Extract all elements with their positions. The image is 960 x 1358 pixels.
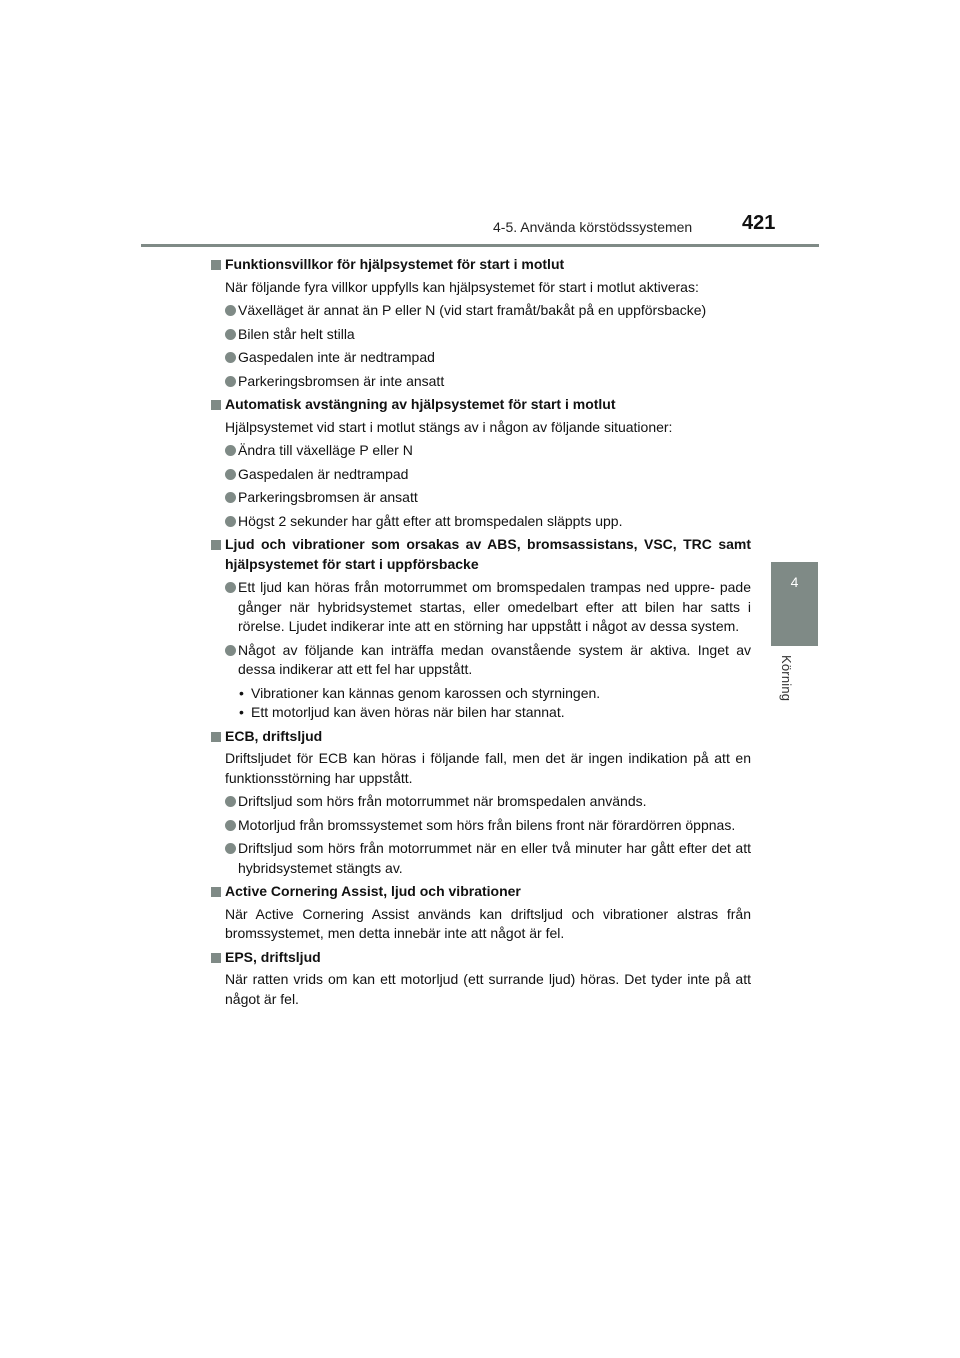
circle-bullet-icon bbox=[225, 445, 236, 456]
list-item: Gaspedalen är nedtrampad bbox=[210, 465, 751, 485]
circle-bullet-icon bbox=[225, 492, 236, 503]
square-bullet-icon bbox=[211, 953, 221, 963]
list-item: Parkeringsbromsen är ansatt bbox=[210, 488, 751, 508]
section-heading: Active Cornering Assist, ljud och vibrationer bbox=[210, 882, 751, 902]
square-bullet-icon bbox=[211, 732, 221, 742]
section-heading: Ljud och vibrationer som orsakas av ABS, bromsassistans, VSC, TRC samt hjälpsystemet för start i uppförsbacke bbox=[210, 535, 751, 574]
list-item: Ändra till växelläge P eller N bbox=[210, 441, 751, 461]
section-intro: När Active Cornering Assist används kan driftsljud och vibrationer alstras från bromssystemet, men detta innebär inte att något är fel. bbox=[225, 905, 751, 941]
circle-bullet-icon bbox=[225, 582, 236, 593]
circle-bullet-icon bbox=[225, 820, 236, 831]
section-heading: EPS, driftsljud bbox=[210, 948, 751, 968]
list-item: Ett ljud kan höras från motorrummet om bromspedalen trampas ned uppre- pade gånger när hybridsystemet startas, eller omedelbart efter att bilen har satts i rörelse. Ljudet indikerar inte att en störning har uppstått i något av dessa system. bbox=[210, 578, 751, 637]
list-item: Parkeringsbromsen är inte ansatt bbox=[210, 372, 751, 392]
list-item: Motorljud från bromssystemet som hörs från bilens front när förardörren öppnas. bbox=[210, 816, 751, 836]
list-item: Driftsljud som hörs från motorrummet när en eller två minuter har gått efter det att hybridsystemet stängts av. bbox=[210, 839, 751, 878]
circle-bullet-icon bbox=[225, 329, 236, 340]
square-bullet-icon bbox=[211, 260, 221, 270]
section-heading: Funktionsvillkor för hjälpsystemet för start i motlut bbox=[210, 255, 751, 275]
sub-list-item: • Ett motorljud kan även höras när bilen har stannat. bbox=[239, 704, 565, 720]
circle-bullet-icon bbox=[225, 796, 236, 807]
list-item: Något av följande kan inträffa medan ovanstående system är aktiva. Inget av dessa indikerar att ett fel har uppstått. bbox=[210, 641, 751, 680]
circle-bullet-icon bbox=[225, 469, 236, 480]
section-start-conditions bbox=[210, 255, 751, 391]
section-intro: Hjälpsystemet vid start i motlut stängs av i någon av följande situationer: bbox=[225, 418, 673, 435]
chapter-tab-number: 4 bbox=[790, 574, 799, 590]
page-content bbox=[210, 255, 751, 1009]
section-heading: Automatisk avstängning av hjälpsystemet för start i motlut bbox=[210, 395, 751, 415]
section-intro: När ratten vrids om kan ett motorljud (ett surrande ljud) höras. Det tyder inte på att något är fel. bbox=[225, 971, 751, 1007]
section-ecb-noise bbox=[210, 727, 751, 879]
circle-bullet-icon bbox=[225, 516, 236, 527]
section-auto-shutoff bbox=[210, 395, 751, 531]
running-header-section: 4-5. Använda körstödssystemen bbox=[493, 219, 693, 235]
list-item: Växelläget är annat än P eller N (vid start framåt/bakåt på en uppförsbacke) bbox=[210, 301, 751, 321]
section-eps-noise bbox=[210, 948, 751, 1010]
circle-bullet-icon bbox=[225, 352, 236, 363]
sub-list-item: • Vibrationer kan kännas genom karossen och styrningen. bbox=[239, 684, 601, 701]
list-item: Gaspedalen inte är nedtrampad bbox=[210, 348, 751, 368]
circle-bullet-icon bbox=[225, 645, 236, 656]
square-bullet-icon bbox=[211, 887, 221, 897]
section-active-cornering bbox=[210, 882, 751, 944]
list-item: Bilen står helt stilla bbox=[210, 325, 751, 345]
square-bullet-icon bbox=[211, 400, 221, 410]
section-heading: ECB, driftsljud bbox=[210, 727, 751, 747]
section-intro: Driftsljudet för ECB kan höras i följande fall, men det är ingen indikation på att en funktionsstörning har uppstått. bbox=[225, 750, 751, 786]
list-item: Högst 2 sekunder har gått efter att bromspedalen släppts upp. bbox=[210, 512, 751, 532]
header-divider bbox=[141, 244, 819, 247]
circle-bullet-icon bbox=[225, 376, 236, 387]
page-number: 421 bbox=[742, 212, 776, 234]
chapter-tab-label: Körning bbox=[779, 655, 794, 702]
section-intro: När följande fyra villkor uppfylls kan hjälpsystemet för start i motlut aktiveras: bbox=[225, 278, 699, 295]
list-item: Driftsljud som hörs från motorrummet när bromspedalen används. bbox=[210, 792, 751, 812]
circle-bullet-icon bbox=[225, 843, 236, 854]
square-bullet-icon bbox=[211, 540, 221, 550]
section-noise-vibration bbox=[210, 535, 751, 723]
circle-bullet-icon bbox=[225, 305, 236, 316]
